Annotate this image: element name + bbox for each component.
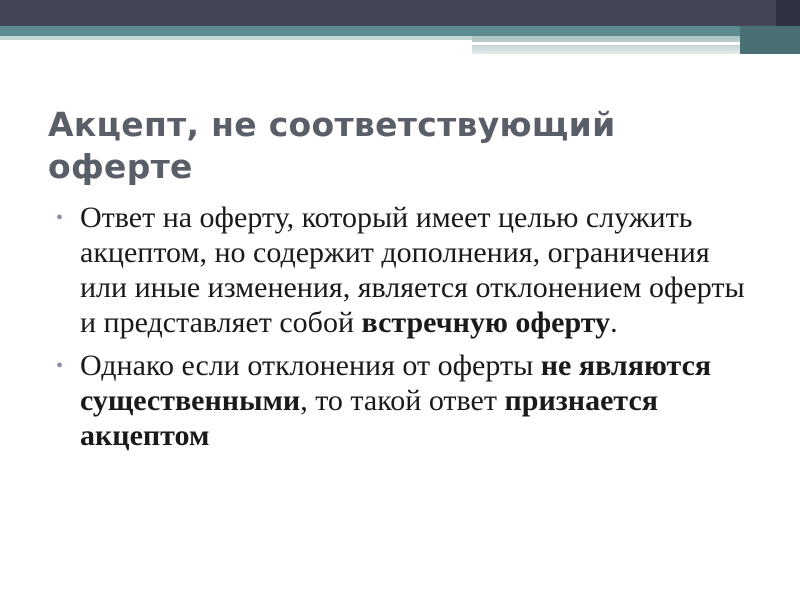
bullet-1-text-end: .	[610, 306, 618, 339]
bullet-2-text-middle: , то такой ответ	[300, 384, 505, 417]
bullet-icon: •	[56, 207, 64, 229]
header-band-dark	[0, 0, 800, 26]
bullet-2-text: Однако если отклонения от оферты	[80, 349, 541, 382]
header-accent-tab	[740, 26, 800, 54]
bullet-item-acceptance	[56, 348, 756, 453]
bullet-1-text: Ответ на оферту, который имеет целью служить акцептом, но содержит дополнения, ограничения или иные изменения, является отклонением оферты и представляет собой	[80, 201, 745, 339]
slide-title-line-1: Акцепт, не соответствующий	[48, 105, 616, 144]
bullet-1-bold-term: встречную оферту	[361, 306, 611, 339]
slide-title-line-2: оферте	[48, 147, 193, 186]
slide-title	[48, 104, 748, 188]
header-accent-line	[472, 42, 740, 45]
header-accent-corner	[776, 0, 800, 26]
bullet-2-bold-conclusion: признается акцептом	[80, 384, 659, 452]
bullet-list	[56, 200, 756, 461]
bullet-icon: •	[56, 355, 64, 377]
bullet-item-counteroffer	[56, 200, 756, 340]
header-band-teal	[0, 26, 800, 36]
bullet-2-bold-term: не являются существенными	[80, 349, 712, 417]
